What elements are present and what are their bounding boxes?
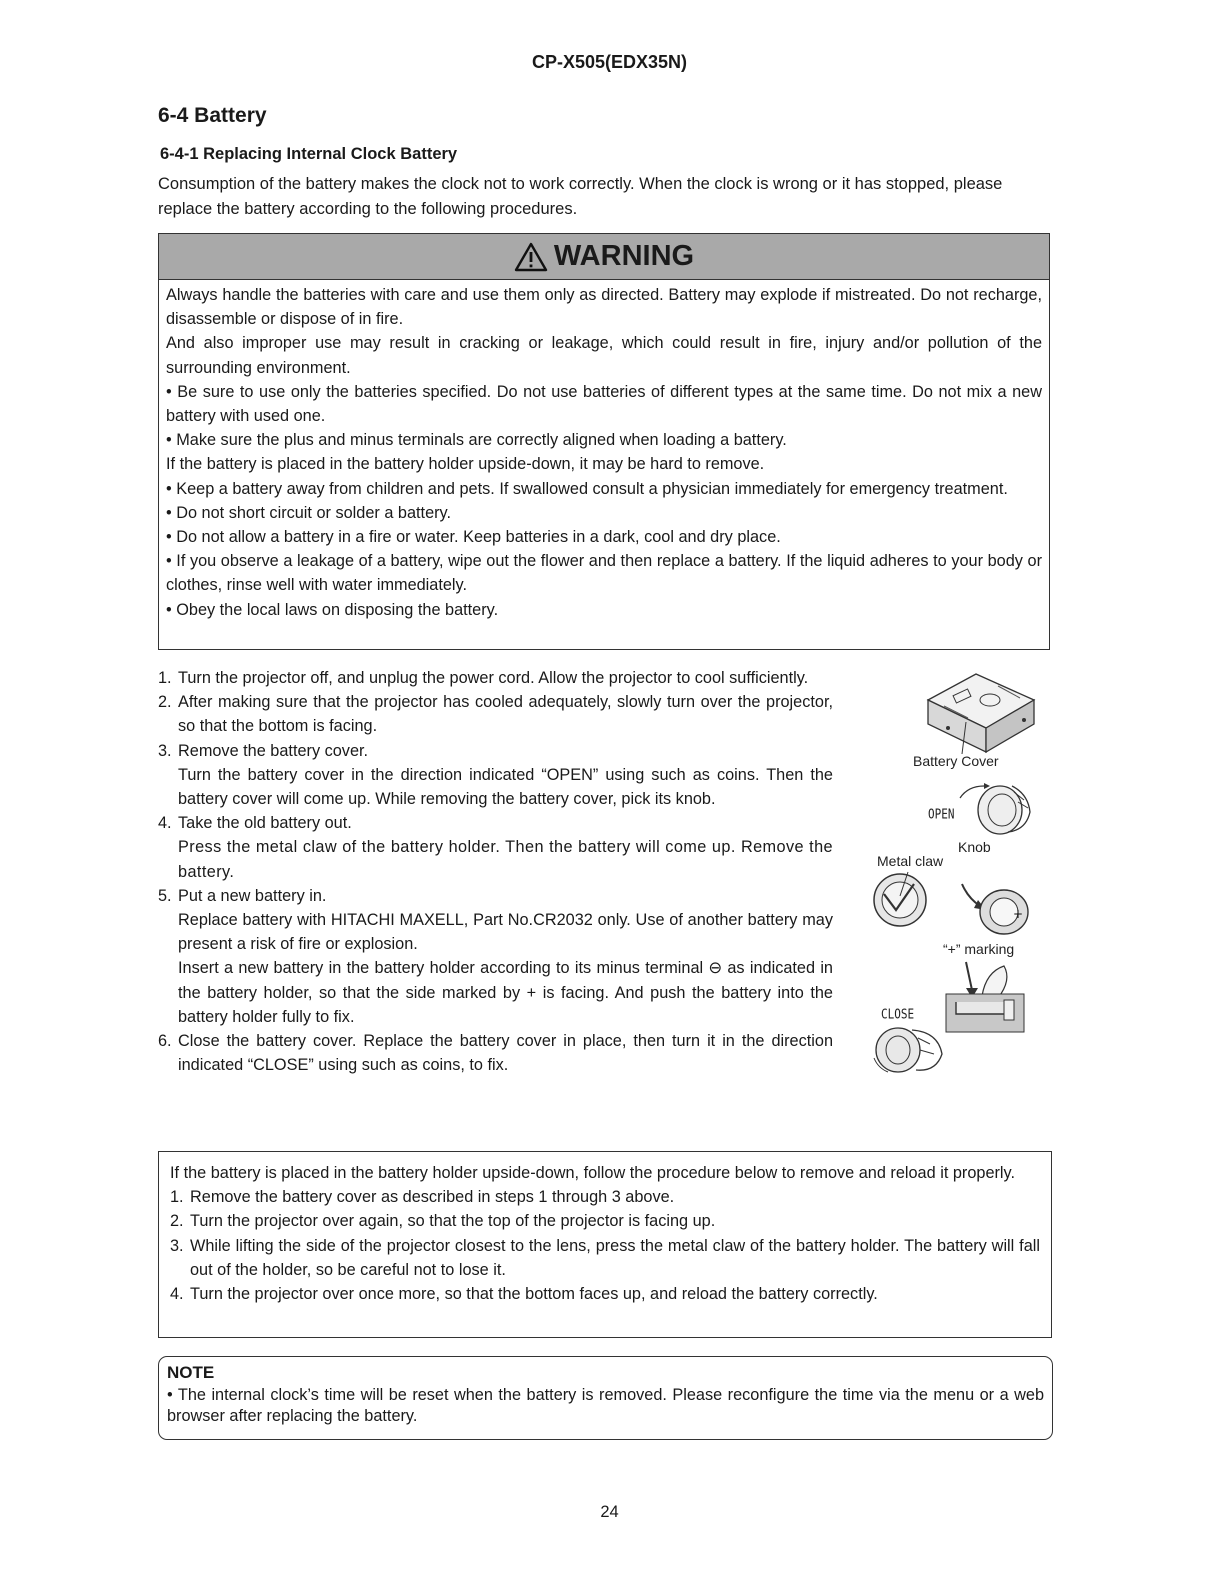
warning-title: WARNING xyxy=(553,240,695,272)
list-text: Turn the projector over again, so that the top of the projector is facing up. xyxy=(190,1212,716,1231)
knob-label: Knob xyxy=(958,839,991,855)
warning-paragraph: • Make sure the plus and minus terminals are correctly aligned when loading a battery. xyxy=(166,431,787,450)
step-number: 4. xyxy=(158,814,172,833)
plus-marking-label: “+” marking xyxy=(943,941,1015,957)
close-label: CLOSE xyxy=(881,1006,915,1023)
step-item xyxy=(158,666,833,690)
warning-header xyxy=(159,234,1049,280)
document-header: CP-X505(EDX35N) xyxy=(531,52,688,72)
page-number: 24 xyxy=(600,1503,619,1521)
warning-paragraph: If the battery is placed in the battery holder upside-down, it may be hard to remove. xyxy=(166,455,765,474)
section-title: 6-4 Battery xyxy=(158,104,267,127)
battery-illustrations xyxy=(862,662,1052,1082)
close-cover-illustration xyxy=(868,1024,948,1076)
step-text: Remove the battery cover. xyxy=(178,741,369,760)
list-item xyxy=(170,1185,1040,1209)
warning-paragraph: • If you observe a leakage of a battery, wipe out the flower and then replace a battery. If the liquid adheres to your body or clothes, rinse well with water immediately. xyxy=(166,552,1042,595)
step-item xyxy=(158,739,833,763)
intro-paragraph: Consumption of the battery makes the clock not to work correctly. When the clock is wrong or it has stopped, please replace the battery according to the following procedures. xyxy=(158,175,1003,218)
step-item xyxy=(158,884,833,908)
insert-battery-illustration xyxy=(942,958,1028,1040)
warning-box xyxy=(158,233,1050,650)
step-number: 1. xyxy=(158,669,172,687)
list-text: Remove the battery cover as described in steps 1 through 3 above. xyxy=(190,1188,675,1207)
metal-claw-label: Metal claw xyxy=(877,853,944,869)
svg-text:+: + xyxy=(1013,907,1024,921)
step-number: 5. xyxy=(158,886,172,905)
battery-plus-illustration xyxy=(958,880,1034,940)
step-text: After making sure that the projector has cooled adequately, slowly turn over the projector, so that the bottom is facing. xyxy=(178,693,833,736)
warning-paragraph: • Do not allow a battery in a fire or water. Keep batteries in a dark, cool and dry place. xyxy=(166,528,781,547)
step-text: Put a new battery in. xyxy=(178,886,327,905)
list-number: 3. xyxy=(170,1236,184,1255)
note-box xyxy=(158,1356,1053,1440)
step-item xyxy=(158,1029,833,1077)
warning-paragraph: • Obey the local laws on disposing the battery. xyxy=(166,600,499,619)
step-text: Close the battery cover. Replace the battery cover in place, then turn it in the direction indicated “CLOSE” using such as coins, to fix. xyxy=(178,1032,833,1075)
warning-paragraph: And also improper use may result in cracking or leakage, which could result in fire, injury and/or pollution of the surrounding environment. xyxy=(166,334,1042,377)
list-number: 2. xyxy=(170,1212,184,1231)
warning-triangle-icon xyxy=(514,242,548,272)
warning-paragraph: • Do not short circuit or solder a battery. xyxy=(166,503,452,522)
step-detail: Replace battery with HITACHI MAXELL, Part No.CR2032 only. Use of another battery may present a risk of fire or explosion. xyxy=(178,911,833,954)
note-text: • The internal clock’s time will be reset when the battery is removed. Please reconfigure the time via the menu or a web browser after replacing the battery. xyxy=(167,1386,1044,1425)
battery-holder-illustration xyxy=(870,870,930,930)
open-cover-illustration xyxy=(950,780,1034,840)
step-item xyxy=(158,811,833,835)
step-detail: Turn the battery cover in the direction indicated “OPEN” using such as coins. Then the battery cover will come up. While removing the battery cover, pick its knob. xyxy=(178,765,833,809)
projector-bottom-illustration xyxy=(924,666,1036,758)
step-text: Take the old battery out. xyxy=(178,814,352,833)
procedure-steps xyxy=(158,666,833,1077)
step-number: 6. xyxy=(158,1032,172,1051)
step-number: 2. xyxy=(158,693,172,712)
subsection-title: 6-4-1 Replacing Internal Clock Battery xyxy=(160,145,458,163)
list-item xyxy=(170,1234,1040,1282)
warning-paragraph: Always handle the batteries with care and use them only as directed. Battery may explode if mistreated. Do not recharge, disassemble or dispose of in fire. xyxy=(166,286,1042,329)
step-detail: Press the metal claw of the battery holder. Then the battery will come up. Remove the battery. xyxy=(178,838,833,881)
warning-paragraph: • Be sure to use only the batteries specified. Do not use batteries of different types at the same time. Do not mix a new battery with used one. xyxy=(166,382,1042,426)
open-label: OPEN xyxy=(928,806,955,823)
step-number: 3. xyxy=(158,741,172,760)
list-item xyxy=(170,1282,1040,1306)
upside-down-intro: If the battery is placed in the battery holder upside-down, follow the procedure below to remove and reload it properly. xyxy=(170,1164,1015,1182)
warning-body xyxy=(159,280,1049,622)
warning-paragraph: • Keep a battery away from children and pets. If swallowed consult a physician immediately for emergency treatment. xyxy=(166,479,1008,498)
step-text: Turn the projector off, and unplug the power cord. Allow the projector to cool sufficiently. xyxy=(178,669,809,687)
list-number: 4. xyxy=(170,1285,184,1304)
note-title: NOTE xyxy=(167,1363,215,1382)
list-text: While lifting the side of the projector closest to the lens, press the metal claw of the battery holder. The battery will fall out of the holder, so be careful not to lose it. xyxy=(190,1236,1040,1279)
list-item xyxy=(170,1209,1040,1233)
step-item xyxy=(158,690,833,738)
upside-down-box xyxy=(158,1151,1052,1338)
list-number: 1. xyxy=(170,1188,184,1207)
list-text: Turn the projector over once more, so that the bottom faces up, and reload the battery correctly. xyxy=(190,1285,878,1304)
step-detail: Insert a new battery in the battery holder according to its minus terminal ⊖ as indicated in the battery holder, so that the side marked by + is facing. And push the battery into the battery holder fully to fix. xyxy=(178,959,833,1026)
battery-cover-label: Battery Cover xyxy=(913,753,999,769)
